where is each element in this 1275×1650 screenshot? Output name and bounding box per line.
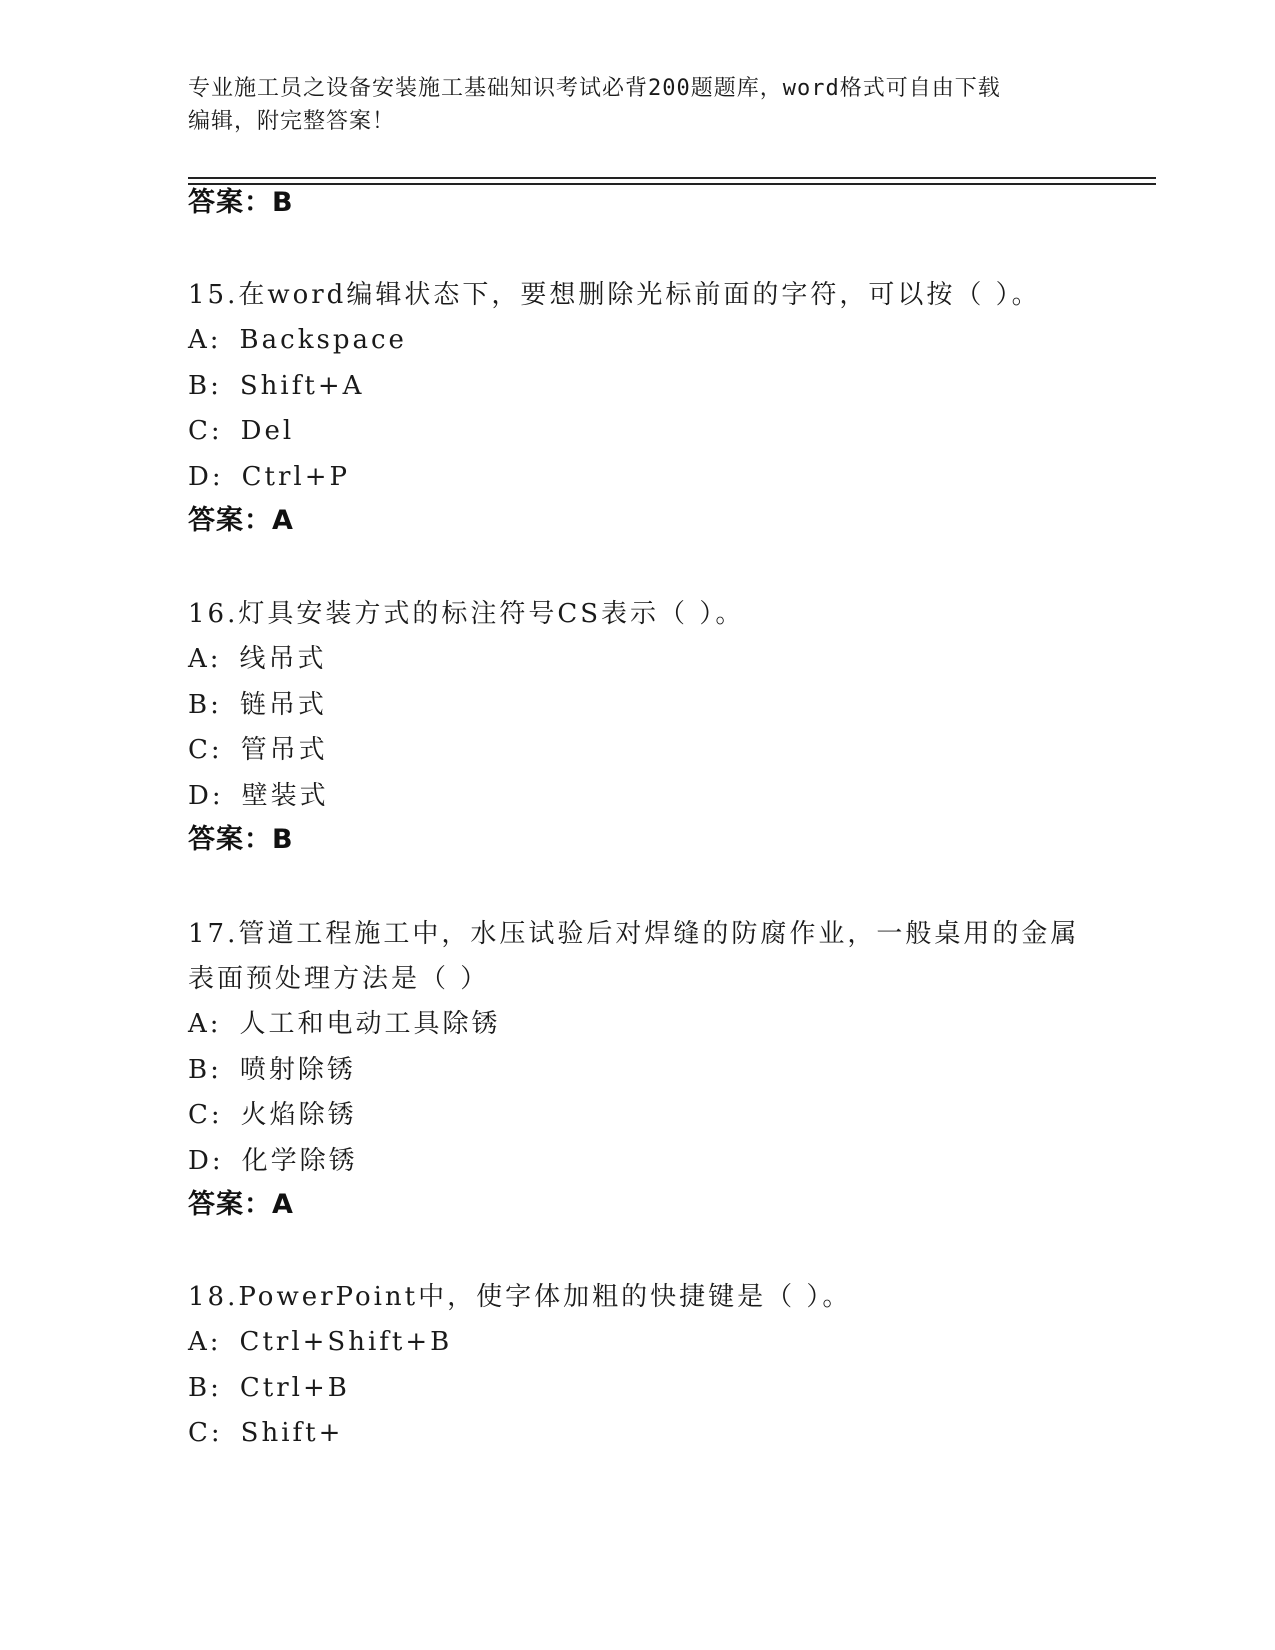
option-key: A: <box>188 1327 222 1357</box>
question-text: 18.PowerPoint中，使字体加粗的快捷键是（ ）。 <box>188 1282 852 1312</box>
option-c <box>188 1411 1088 1457</box>
option-text: 线吊式 <box>239 644 327 674</box>
option-key: B: <box>188 1372 222 1403</box>
option-key: B: <box>188 370 222 401</box>
option-key: D: <box>188 780 224 811</box>
header-line-2: 编辑，附完整答案！ <box>188 109 396 134</box>
previous-answer-block <box>188 185 1088 231</box>
option-text: Ctrl+P <box>241 461 350 492</box>
answer: 答案：A <box>188 1189 294 1220</box>
option-key: D: <box>188 1145 224 1176</box>
option-text: 火焰除锈 <box>240 1100 357 1130</box>
option-c <box>188 1093 1088 1139</box>
previous-answer: 答案：B <box>188 187 294 218</box>
option-c <box>188 728 1088 774</box>
option-b <box>188 1366 1088 1412</box>
option-b <box>188 364 1088 410</box>
header-divider-top <box>188 177 1156 179</box>
question-text-line-1: 17.管道工程施工中，水压试验后对焊缝的防腐作业，一般桌用的金属 <box>188 919 1080 949</box>
option-key: C: <box>188 1100 223 1130</box>
option-key: C: <box>188 1418 223 1448</box>
option-key: B: <box>188 1054 222 1085</box>
option-text: 管吊式 <box>240 735 328 765</box>
option-b <box>188 1048 1088 1094</box>
option-d <box>188 455 1088 501</box>
option-text: Backspace <box>239 325 407 355</box>
option-text: Shift+ <box>240 1418 344 1448</box>
option-text: Del <box>240 416 295 446</box>
option-key: D: <box>188 461 224 492</box>
option-key: C: <box>188 735 223 765</box>
option-text: 人工和电动工具除锈 <box>239 1009 501 1039</box>
header-line-1: 专业施工员之设备安装施工基础知识考试必背200题题库，word格式可自由下载 <box>188 76 1001 101</box>
option-c <box>188 409 1088 455</box>
option-key: A: <box>188 1009 222 1039</box>
option-b <box>188 683 1088 729</box>
option-a <box>188 1002 1088 1048</box>
option-a <box>188 637 1088 683</box>
option-text: Ctrl+B <box>239 1372 350 1403</box>
question-text: 16.灯具安装方式的标注符号CS表示（ ）。 <box>188 599 745 629</box>
question-15 <box>188 273 1088 549</box>
question-text-line-2: 表面预处理方法是（ ） <box>188 964 490 994</box>
option-text: 链吊式 <box>239 689 327 720</box>
option-a <box>188 318 1088 364</box>
option-text: 壁装式 <box>241 780 329 811</box>
option-text: 喷射除锈 <box>239 1054 356 1085</box>
option-d <box>188 774 1088 820</box>
option-text: 化学除锈 <box>241 1145 358 1176</box>
option-d <box>188 1139 1088 1185</box>
question-16 <box>188 592 1088 868</box>
option-text: Shift+A <box>239 370 365 401</box>
option-key: A: <box>188 644 222 674</box>
option-text: Ctrl+Shift+B <box>239 1327 453 1357</box>
answer: 答案：A <box>188 505 294 536</box>
document-header <box>188 72 1068 138</box>
question-text: 15.在word编辑状态下，要想删除光标前面的字符，可以按（ ）。 <box>188 280 1041 310</box>
option-key: C: <box>188 416 223 446</box>
option-a <box>188 1320 1088 1366</box>
option-key: B: <box>188 689 222 720</box>
question-17 <box>188 912 1088 1233</box>
option-key: A: <box>188 325 222 355</box>
answer: 答案：B <box>188 824 294 855</box>
question-18 <box>188 1275 1088 1457</box>
